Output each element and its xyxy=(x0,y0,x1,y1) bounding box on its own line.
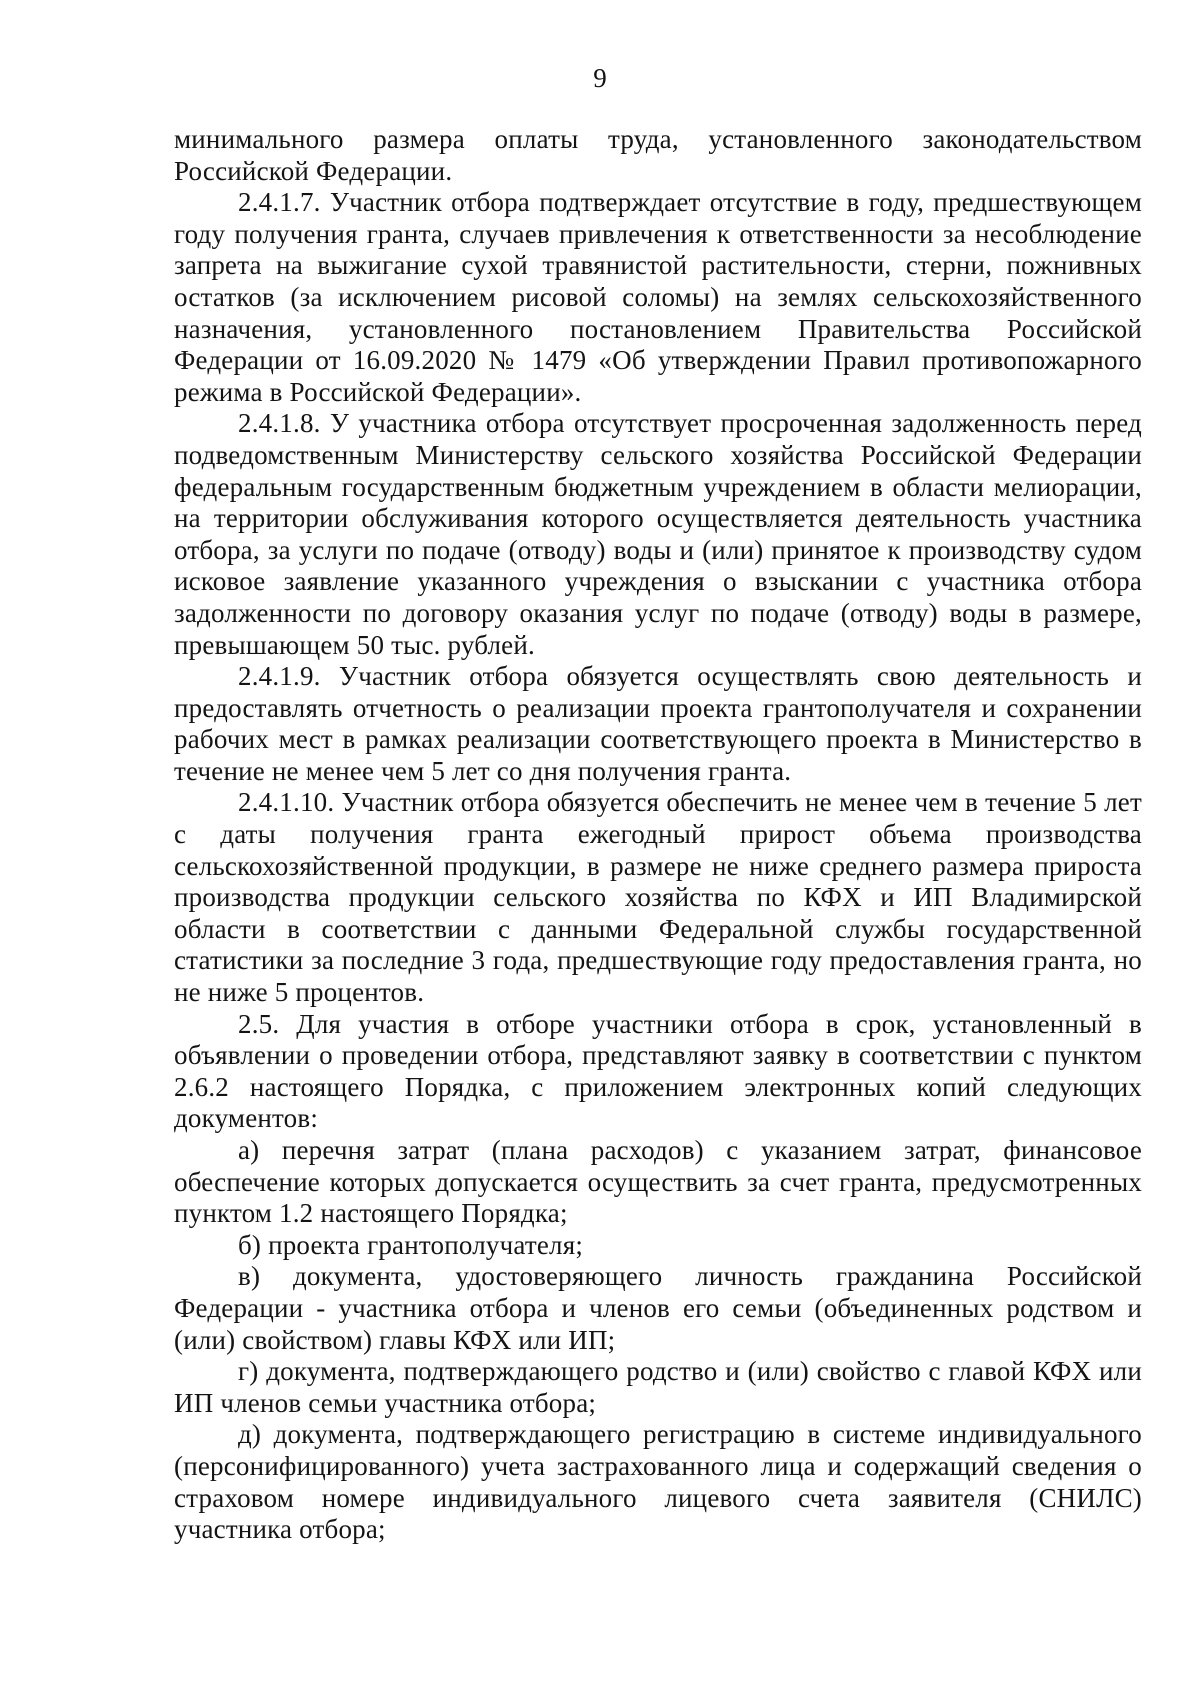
list-item-b: б) проекта грантополучателя; xyxy=(238,1229,584,1260)
list-item-d: д) документа, подтверждающего регистрацию в системе индивидуального (персонифицированного) учета застрахованного лица и содержащий сведения о страховом номере индивидуального лицевого счета заявителя (СНИЛС) участника отбора; xyxy=(174,1419,1142,1545)
paragraph-2-5: 2.5. Для участия в отборе участники отбора в срок, установленный в объявлении о проведении отбора, представляют заявку в соответствии с пунктом 2.6.2 настоящего Порядка, с приложением электронных копий следующих документов: xyxy=(174,1008,1142,1134)
paragraph-2-4-1-10: 2.4.1.10. Участник отбора обязуется обеспечить не менее чем в течение 5 лет с даты получения гранта ежегодный прирост объема производства сельскохозяйственной продукции, в размере не ниже среднего размера прироста производства продукции сельского хозяйства по КФХ и ИП Владимирской области в соответствии с данными Федеральной службы государственной статистики за последние 3 года, предшествующие году предоставления гранта, но не ниже 5 процентов. xyxy=(174,787,1142,1008)
list-item-v: в) документа, удостоверяющего личность гражданина Российской Федерации - участника отбора и членов его семьи (объединенных родством и (или) свойством) главы КФХ или ИП; xyxy=(174,1261,1142,1355)
paragraph-2-4-1-7: 2.4.1.7. Участник отбора подтверждает отсутствие в году, предшествующем году получения гранта, случаев привлечения к ответственности за несоблюдение запрета на выжигание сухой травянистой растительности, стерни, пожнивных остатков (за исключением рисовой соломы) на землях сельскохозяйственного назначения, установленного постановлением Правительства Российской Федерации от 16.09.2020 № 1479 «Об утверждении Правил противопожарного режима в Российской Федерации». xyxy=(174,187,1142,407)
document-body xyxy=(174,124,1142,1546)
page-number: 9 xyxy=(593,63,607,93)
paragraph-continuation: минимального размера оплаты труда, установленного законодательством Российской Федерации. xyxy=(174,124,1142,186)
paragraph-2-4-1-8: 2.4.1.8. У участника отбора отсутствует просроченная задолженность перед подведомственным Министерству сельского хозяйства Российской Федерации федеральным государственным бюджетным учреждением в области мелиорации, на территории обслуживания которого осуществляется деятельность участника отбора, за услуги по подаче (отводу) воды и (или) принятое к производству судом исковое заявление указанного учреждения о взыскании с участника отбора задолженности по договору оказания услуг по подаче (отводу) воды в размере, превышающем 50 тыс. рублей. xyxy=(174,408,1142,660)
list-item-g: г) документа, подтверждающего родство и (или) свойство с главой КФХ или ИП членов семьи участника отбора; xyxy=(174,1356,1142,1418)
paragraph-2-4-1-9: 2.4.1.9. Участник отбора обязуется осуществлять свою деятельность и предоставлять отчетность о реализации проекта грантополучателя и сохранении рабочих мест в рамках реализации соответствующего проекта в Министерство в течение не менее чем 5 лет со дня получения гранта. xyxy=(174,661,1142,786)
list-item-a: а) перечня затрат (плана расходов) с указанием затрат, финансовое обеспечение которых допускается осуществить за счет гранта, предусмотренных пунктом 1.2 настоящего Порядка; xyxy=(174,1135,1142,1229)
